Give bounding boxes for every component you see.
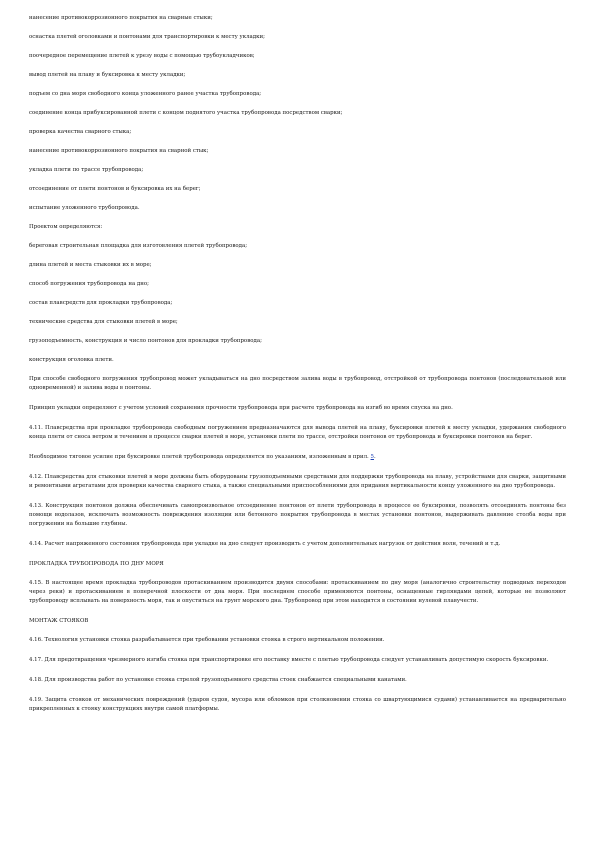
paragraph-4-19: 4.19. Защита стояков от механических повреждений (ударов судов, мусора или обломков при столкновении стояка со швартующимися судами) устанавливается на предварительно прикрепленных к стояку конструкциях внутри самой платформы. — [29, 697, 566, 712]
list-item: укладка плети по трассе трубопровода; — [29, 167, 144, 173]
list-item: нанесение противокоррозионного покрытия на сварной стык; — [29, 148, 209, 154]
project-intro: Проектом определяются: — [29, 224, 103, 230]
list-item: поочередное перемещение плетей к урезу воды с помощью трубоукладчиков; — [29, 53, 255, 59]
paragraph-4-18: 4.18. Для производства работ по установке стояка стрелой грузоподъемного средства стоек снабжается специальными канатами. — [29, 677, 407, 683]
paragraph-4-15: 4.15. В настоящее время прокладка трубопроводов протаскиванием производится двумя способами: протаскиванием по дну моря (аналогично строительству подводных переходов через реки) и протаскиванием в поперечной плоскости от дна моря. При последнем способе применяются понтоны, оснащенные гирляндами цепей, которые не позволяют трубопроводу всплывать на поверхность моря, так и опуститься на грунт морского дна. Трубопровод при этом находится в состоянии нулевой плавучести. — [29, 580, 566, 604]
project-list-item: состав плавсредств для прокладки трубопровода; — [29, 300, 173, 306]
project-list-item: грузоподъемность, конструкция и число понтонов для прокладки трубопровода; — [29, 338, 262, 344]
project-list-item: технические средства для стыковки плетей в море; — [29, 319, 178, 325]
tow-force-text: Необходимое тяговое усилие при буксировке плетей трубопровода определяется по указаниям, изложенным в прил. — [29, 454, 371, 460]
list-item: нанесение противокоррозионного покрытия на сварные стыки; — [29, 15, 213, 21]
project-list-item: береговая строительная площадка для изготовления плетей трубопровода; — [29, 243, 248, 249]
project-list-item: способ погружения трубопровода на дно; — [29, 281, 149, 287]
document-page — [29, 14, 566, 714]
list-item: соединение конца прибуксированной плети с концом поднятого участка трубопровода посредством сварки; — [29, 110, 343, 116]
section-heading-seabed: ПРОКЛАДКА ТРУБОПРОВОДА ПО ДНУ МОРЯ — [29, 561, 164, 567]
list-item: испытание уложенного трубопровода. — [29, 205, 140, 211]
paragraph: Принцип укладки определяют с учетом условий сохранения прочности трубопровода при расчете трубопровода на изгиб во время спуска на дно. — [29, 405, 453, 411]
paragraph-4-17: 4.17. Для предотвращения чрезмерного изгиба стояка при транспортировке его поставку вместе с плетью трубопровода следует устанавливать допустимую скорость буксировки. — [29, 657, 549, 663]
tow-force-end: . — [373, 454, 376, 460]
list-item: оснастка плетей оголовками и понтонами для транспортировки к месту укладки; — [29, 34, 265, 40]
paragraph-4-12: 4.12. Плавсредства для стыковки плетей в море должны быть оборудованы грузоподъемными средствами для поддержки трубопровода на плаву, устройствами для сварки, защитными и ремонтными агрегатами для проверки качества сварного стыка, а также специальными приспособлениями для придания вертикальности концу уложенного на дно трубопровода. — [29, 474, 566, 489]
paragraph-4-14: 4.14. Расчет напряженного состояния трубопровода при укладке на дно следует производить с учетом дополнительных нагрузок от действия волн, течений и т.д. — [29, 541, 501, 547]
project-list-item: длина плетей и места стыковки их в море; — [29, 262, 152, 268]
list-item: проверка качества сварного стыка; — [29, 129, 132, 135]
paragraph-4-16: 4.16. Технология установки стояка разрабатывается при требовании установки стояка в строго вертикальном положении. — [29, 637, 385, 643]
list-item: вывод плетей на плаву и буксировка к месту укладки; — [29, 72, 186, 78]
paragraph-4-11: 4.11. Плавсредства при прокладке трубопровода свободным погружением предназначаются для вывода плетей на плаву, буксировки плетей к месту укладки, удержания свободного конца плети от сноса ветром и течением в процессе сварки плетей в море, установки плети по трассе, отстройки понтонов от трубопровода и буксировки понтонов на берег. — [29, 425, 566, 440]
appendix-link[interactable]: 5 — [370, 454, 374, 460]
tow-force-paragraph — [29, 453, 566, 462]
paragraph-4-13: 4.13. Конструкция понтонов должна обеспечивать самопроизвольное отсоединение понтонов от плети трубопровода в процессе ее буксировки, позволять отсоединять понтоны без помощи водолазов, исключать возможность повреждения изоляции или бетонного покрытия трубопровода в местах установки понтонов, выдерживать давление столба воды при погружении на большие глубины. — [29, 503, 566, 527]
section-heading-risers: МОНТАЖ СТОЯКОВ — [29, 618, 89, 624]
list-item: подъем со дна моря свободного конца уложенного ранее участка трубопровода; — [29, 91, 262, 97]
project-list-item: конструкция оголовка плети. — [29, 357, 114, 363]
list-item: отсоединение от плети понтонов и буксировка их на берег; — [29, 186, 201, 192]
paragraph: При способе свободного погружения трубопровод может укладываться на дно посредством залива воды в трубопровод, отстройкой от трубопровода понтонов (последовательной или одновременной) и залива воды в понтоны. — [29, 376, 566, 391]
